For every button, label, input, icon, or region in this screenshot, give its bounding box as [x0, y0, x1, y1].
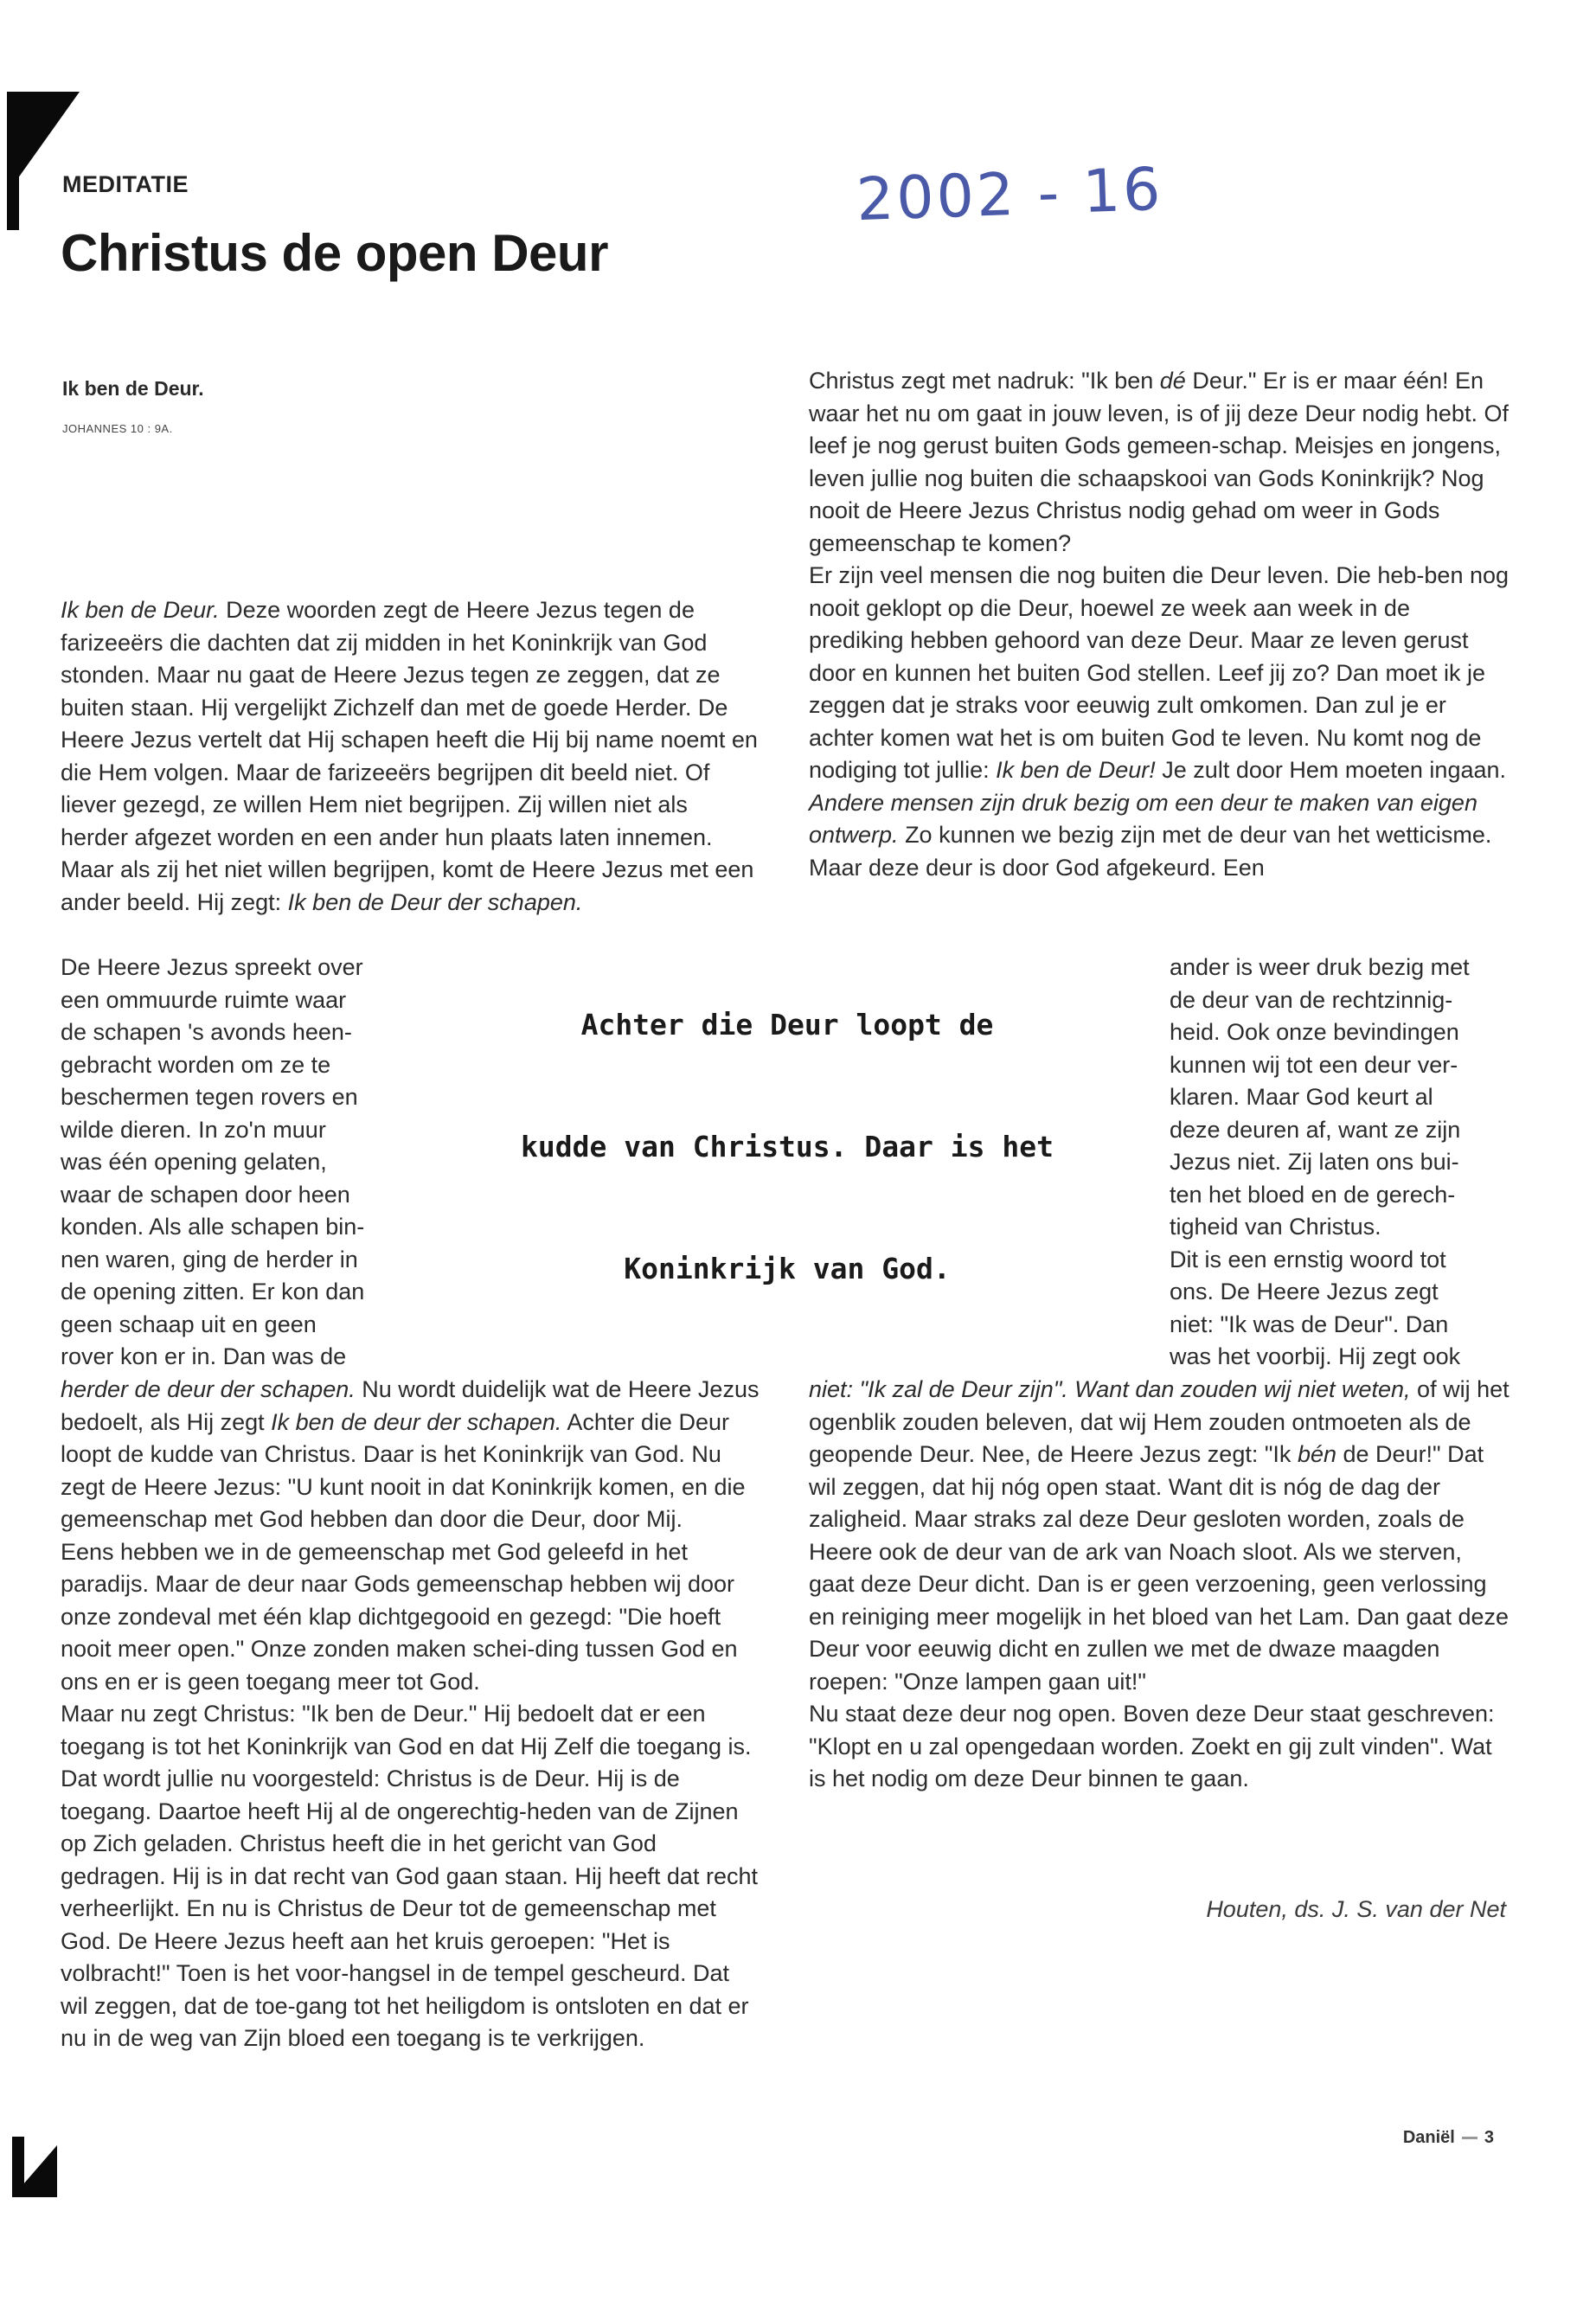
author-signature: Houten, ds. J. S. van der Net [1206, 1896, 1506, 1922]
left-column-narrow [61, 952, 407, 1374]
text-run: Christus zegt met nadruk: "Ik ben [809, 368, 1160, 394]
italic-phrase: Ik ben de Deur! [996, 757, 1156, 783]
paragraph [809, 787, 1509, 885]
text-line: niet: "Ik was de Deur". Dan [1170, 1311, 1449, 1337]
text-line: konden. Als alle schapen bin- [61, 1214, 365, 1240]
text-line: was het voorbij. Hij zegt ook [1170, 1343, 1461, 1369]
right-column-bottom [809, 1374, 1509, 1796]
paragraph [61, 1374, 761, 1536]
left-column-top [61, 594, 761, 919]
text-line: nen waren, ging de herder in [61, 1246, 358, 1272]
verse-reference: JOHANNES 10 : 9A. [62, 422, 173, 435]
text-run: Deze woorden zegt de Heere Jezus tegen de farizeeërs die dachten dat zij midden in het Koninkrijk van God stonden. Maar nu gaat de Heere Jezus tegen ze zeggen, dat ze buiten staan. Hij vergelijkt Zichzelf dan met de goede Herder. De Heere Jezus vertelt dat Hij schapen heeft die Hij bij name noemt en die Hem volgen. Maar de farizeeërs begrijpen dit beeld niet. Of liever gezegd, ze willen Hem niet begrijpen. Zij willen niet als herder afgezet worden en een ander hun plaats laten innemen. [61, 597, 758, 850]
page-number: 3 [1484, 2128, 1494, 2147]
text-line: gebracht worden om ze te [61, 1051, 331, 1078]
text-run: Nu wordt duidelijk wat de Heere Jezus bedoelt, als Hij zegt [61, 1376, 760, 1435]
text-run: of wij het ogenblik zouden beleven, dat wij Hem zouden ontmoeten als de geopende Deur. Nee, de Heere Jezus zegt: "Ik [809, 1376, 1509, 1467]
handwritten-note: 2002 - 16 [855, 155, 1164, 235]
text-line: beschermen tegen rovers en [61, 1084, 358, 1110]
paragraph: Nu staat deze deur nog open. Boven deze Deur staat geschreven: "Klopt en u zal opengedaan worden. Zoekt en gij zult vinden". Wat is het nodig om deze Deur binnen te gaan. [809, 1701, 1495, 1791]
text-line: ons. De Heere Jezus zegt [1170, 1279, 1439, 1304]
text-line: rover kon er in. Dan was de [61, 1343, 347, 1369]
text-run: Zo kunnen we bezig zijn met de deur van het wetticisme. Maar deze deur is door God afgekeurd. Een [809, 822, 1492, 881]
text-line: waar de schapen door heen [61, 1181, 350, 1208]
paragraph [61, 594, 761, 854]
text-line: de deur van de rechtzinnig- [1170, 986, 1453, 1013]
text-line: de opening zitten. Er kon dan [61, 1279, 365, 1304]
corner-mark-bottom-triangle [12, 2145, 57, 2197]
magazine-name: Daniël [1402, 2128, 1455, 2147]
text-line: tigheid van Christus. [1170, 1214, 1381, 1240]
paragraph [61, 854, 761, 919]
italic-phrase: Andere mensen zijn druk bezig om een deur te maken van eigen ontwerp. [809, 789, 1477, 848]
paragraph: Eens hebben we in de gemeenschap met God geleefd in het paradijs. Maar de deur naar Gods gemeenschap hebben wij door onze zondeval met één klap dichtgegooid en gezegd: "Die hoeft nooit meer open." Onze zonden maken schei-ding tussen God en ons en er is geen toegang meer tot God. [61, 1538, 738, 1695]
text-line: Dit is een ernstig woord tot [1170, 1246, 1446, 1272]
right-column-narrow [1170, 952, 1516, 1374]
section-kicker: MEDITATIE [62, 171, 189, 197]
right-column-top [809, 365, 1509, 884]
text-line: De Heere Jezus spreekt over [61, 954, 363, 980]
left-column-bottom [61, 1374, 761, 2055]
text-run: Achter die Deur loopt de kudde van Christus. Daar is het Koninkrijk van God. Nu zegt de Heere Jezus: "U kunt nooit in dat Koninkrijk komen, en die gemeenschap met God hebben dan door die Deur, door Mij. [61, 1408, 746, 1532]
text-line: wilde dieren. In zo'n muur [61, 1116, 326, 1143]
page-title: Christus de open Deur [61, 224, 608, 282]
text-run: Deur." Er is er maar één! En waar het nu om gaat in jouw leven, is of jij deze Deur nodig hebt. Of leef je nog gerust buiten Gods gemeen-schap. Meisjes en jongens, leven jullie nog buiten die schaapskooi van Gods Koninkrijk? Nog nooit de Heere Jezus Christus nodig gehad om weer in Gods gemeenschap te komen? [809, 368, 1509, 556]
verse-text: Ik ben de Deur. [62, 377, 204, 400]
text-line: Jezus niet. Zij laten ons bui- [1170, 1149, 1459, 1175]
text-run: de Deur!" Dat wil zeggen, dat hij nóg open staat. Want dit is nóg de dag der zaligheid. Maar straks zal deze Deur gesloten worden, zoals de Heere ook de deur van de ark van Noach sloot. Als we sterven, gaat deze Deur dicht. Dan is er geen verzoening, geen verlossing en reiniging meer mogelijk in het bloed van het Lam. Dan gaat deze Deur voor eeuwig dicht en zullen we met de dwaze maagden roepen: "Onze lampen gaan uit!" [809, 1441, 1509, 1695]
italic-phrase: Ik ben de Deur. [61, 597, 220, 623]
pull-quote-line: Koninkrijk van God. [624, 1252, 951, 1285]
text-line: de schapen 's avonds heen- [61, 1019, 352, 1045]
text-line: deze deuren af, want ze zijn [1170, 1116, 1461, 1143]
text-run: Maar als zij het niet willen begrijpen, komt de Heere Jezus met een ander beeld. Hij zegt: [61, 856, 754, 915]
paragraph [809, 560, 1509, 787]
text-line: kunnen wij tot een deur ver- [1170, 1051, 1458, 1078]
paragraph [809, 1374, 1509, 1698]
italic-phrase: bén [1297, 1441, 1336, 1467]
italic-phrase: herder de deur der schapen. [61, 1376, 356, 1402]
text-line: ander is weer druk bezig met [1170, 954, 1470, 980]
pull-quote-line: Achter die Deur loopt de [580, 1008, 994, 1042]
text-line: was één opening gelaten, [61, 1149, 327, 1175]
italic-phrase: dé [1159, 368, 1186, 394]
paragraph [809, 365, 1509, 560]
text-run: Er zijn veel mensen die nog buiten die Deur leven. Die heb-ben nog nooit geklopt op die Deur, hoewel ze week aan week in de prediking hebben gehoord van deze Deur. Maar ze leven gerust door en kunnen het buiten God stellen. Leef jij zo? Dan moet ik je zeggen dat je straks voor eeuwig zult omkomen. Dan zul je er achter komen wat het is om buiten God te leven. Nu komt nog de nodiging tot jullie: [809, 562, 1509, 783]
pull-quote [433, 1008, 1142, 1374]
page-footer [1403, 2128, 1494, 2148]
text-line: klaren. Maar God keurt al [1170, 1084, 1433, 1110]
text-line: heid. Ook onze bevindingen [1170, 1019, 1459, 1045]
footer-divider [1462, 2137, 1477, 2139]
pull-quote-line: kudde van Christus. Daar is het [521, 1130, 1054, 1163]
text-run: Je zult door Hem moeten ingaan. [1155, 757, 1507, 783]
italic-phrase: niet: "Ik zal de Deur zijn". Want dan zouden wij niet weten, [809, 1376, 1411, 1402]
italic-phrase: Ik ben de Deur der schapen. [287, 888, 583, 915]
paragraph: Maar nu zegt Christus: "Ik ben de Deur." Hij bedoelt dat er een toegang is tot het Koninkrijk van God en dat Hij Zelf die toegang is. Dat wordt jullie nu voorgesteld: Christus is de Deur. Hij is de toegang. Daartoe heeft Hij al de ongerechtig-heden van de Zijnen op Zich geladen. Christus heeft die in het gericht van God gedragen. Hij is in dat recht van God gaan staan. Hij heeft dat recht verheerlijkt. En nu is Christus de Deur tot de gemeenschap met God. De Heere Jezus heeft aan het kruis geroepen: "Het is volbracht!" Toen is het voor-hangsel in de tempel gescheurd. Dat wil zeggen, dat de toe-gang tot het heiligdom is ontsloten en dat er nu in de weg van Zijn bloed een toegang is te verkrijgen. [61, 1701, 758, 2051]
text-line: ten het bloed en de gerech- [1170, 1181, 1456, 1208]
text-line: geen schaap uit en geen [61, 1311, 317, 1337]
text-line: een ommuurde ruimte waar [61, 986, 347, 1013]
italic-phrase: Ik ben de deur der schapen. [271, 1408, 562, 1435]
